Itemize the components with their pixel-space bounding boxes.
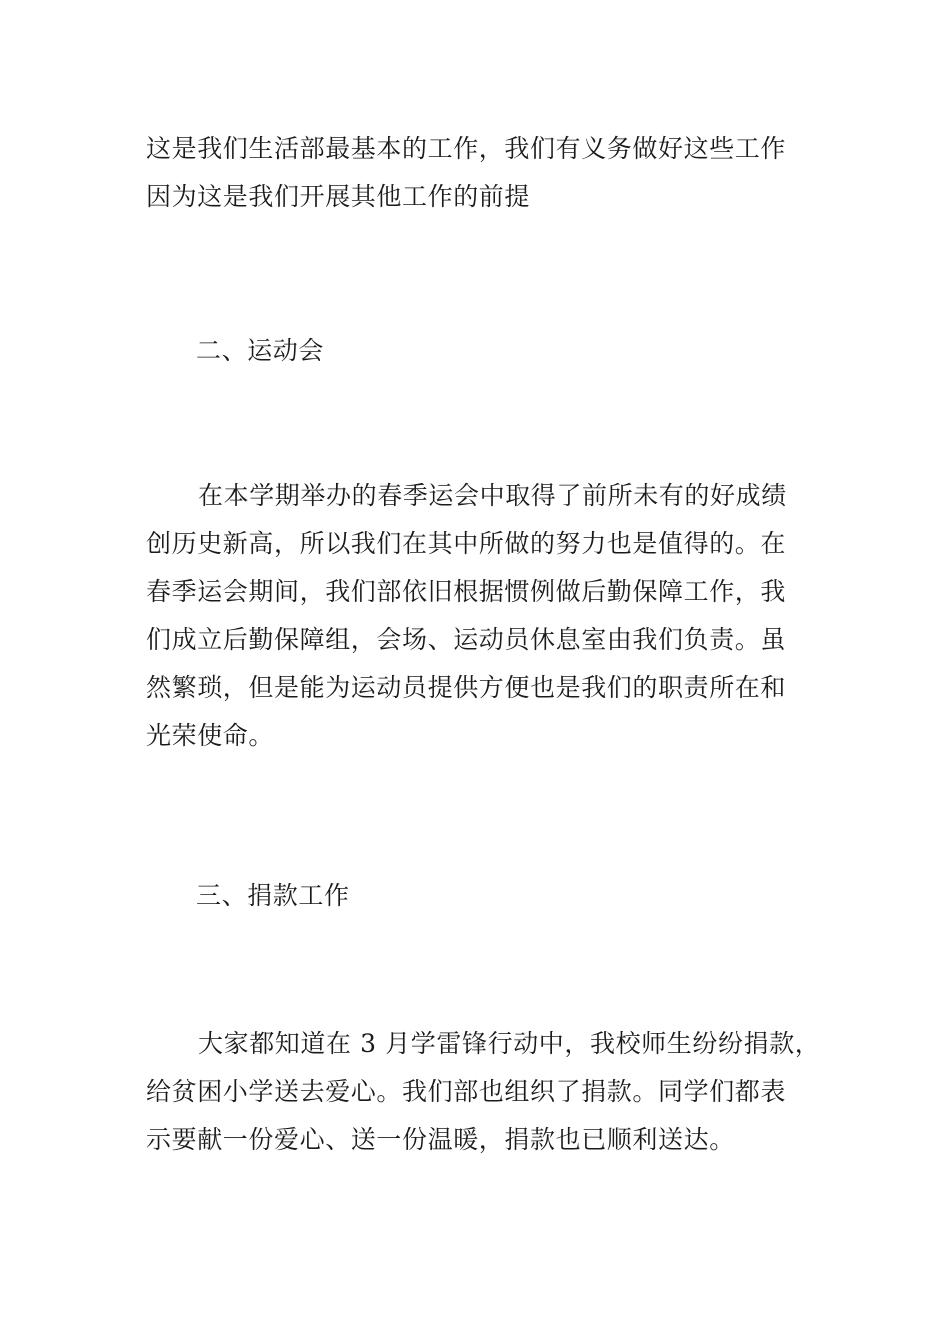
paragraph-basic-work — [146, 125, 810, 221]
paragraph-line: 在本学期举办的春季运会中取得了前所未有的好成绩 — [198, 481, 787, 510]
section-heading-donation: 三、捐款工作 — [196, 881, 350, 910]
paragraph-line: 这是我们生活部最基本的工作，我们有义务做好这些工作 — [146, 134, 787, 163]
paragraph-line: 们成立后勤保障组，会场、运动员休息室由我们负责。虽 — [146, 625, 787, 654]
paragraph-line: 示要献一份爱心、送一份温暖，捐款也已顺利送达。 — [146, 1125, 735, 1154]
paragraph-line: 创历史新高，所以我们在其中所做的努力也是值得的。在 — [146, 529, 787, 558]
paragraph-line: 春季运会期间，我们部依旧根据惯例做后勤保障工作，我 — [146, 577, 787, 606]
paragraph-line: 因为这是我们开展其他工作的前提 — [146, 182, 531, 211]
paragraph-line: 光荣使命。 — [146, 721, 275, 750]
section-heading-sports-meet: 二、运动会 — [196, 336, 325, 365]
paragraph-line: 然繁琐，但是能为运动员提供方便也是我们的职责所在和 — [146, 673, 787, 702]
paragraph-line: 给贫困小学送去爱心。我们部也组织了捐款。同学们都表 — [146, 1077, 787, 1106]
paragraph-sports-meet — [146, 472, 810, 760]
paragraph-donation — [146, 1020, 821, 1164]
paragraph-line: 大家都知道在 3 月学雷锋行动中，我校师生纷纷捐款， — [198, 1029, 821, 1058]
